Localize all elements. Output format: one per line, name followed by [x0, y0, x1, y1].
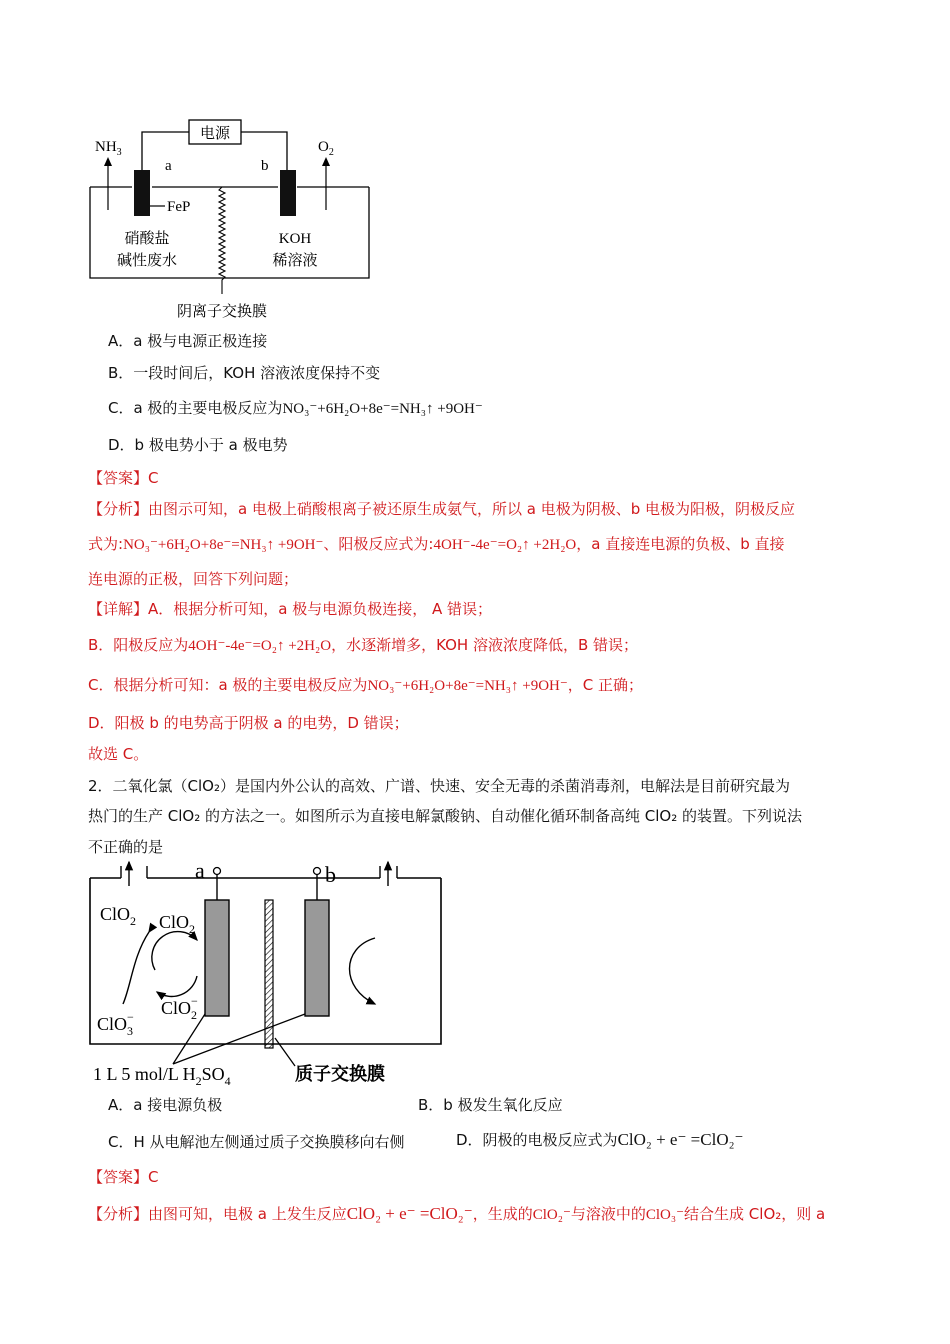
q2-stem-line-1: 2．二氧化氯（ClO₂）是国内外公认的高效、广谱、快速、安全无毒的杀菌消毒剂，电解法是目前研究最为 [88, 777, 791, 795]
q2-option-a: A．a 接电源负极 [108, 1096, 223, 1114]
clo3-minus: ClO$_3$− [97, 1010, 134, 1038]
q1-detail-c [88, 674, 643, 697]
q2-option-d-text: D．阴极的电极反应式为 [456, 1131, 618, 1149]
q2-option-d-eq: ClO₂ + e⁻ =ClO₂⁻ [617, 1130, 744, 1149]
clo2-outer: ClO$_2$ [100, 904, 137, 928]
o2-arrow-head [322, 157, 330, 166]
o2-label: $O_2$ [318, 139, 334, 158]
cycle-arrow-top [152, 932, 197, 970]
left-solution-2: 碱性废水 [116, 251, 178, 269]
right-solution-1: KOH [278, 231, 312, 247]
h2so4-label: 1 L 5 mol/L $H_2SO_4$ [93, 1064, 231, 1088]
q1-analysis-line-1: 【分析】由图示可知，a 电极上硝酸根离子被还原生成氨气，所以 a 电极为阴极、b 电极为阳极，阴极反应 [88, 500, 795, 518]
proton-membrane-label: 质子交换膜 [295, 1064, 385, 1085]
q1-option-b: B．一段时间后，KOH 溶液浓度保持不变 [108, 364, 381, 382]
q1-analysis-2c: ，a 直接连电源的负极、b 直接 [576, 535, 785, 553]
q1-detail-a: 【详解】A．根据分析可知，a 极与电源负极连接， A 错误； [88, 600, 493, 618]
nh3-arrow-head [104, 157, 112, 166]
q2-option-d [456, 1129, 744, 1151]
figure-electrolysis-nh3 [85, 112, 385, 326]
q2-analysis-eq: ClO₂ + e⁻ =ClO₂⁻ [346, 1204, 473, 1223]
q1-option-c-equation: NO₃⁻+6H₂O+8e⁻=NH₃↑ +9OH⁻ [282, 401, 483, 417]
q1-answer: 【答案】C [88, 469, 159, 487]
q2-analysis-ion2: ClO₃⁻ [645, 1207, 685, 1223]
q2-stem-line-2: 热门的生产 ClO₂ 的方法之一。如图所示为直接电解氯酸钠、自动催化循环制备高纯 ClO₂ 的装置。下列说法 [88, 807, 802, 825]
q1-analysis-2b: 、阳极反应式为: [323, 535, 434, 553]
q1-conclusion: 故选 C。 [88, 745, 149, 763]
q1-option-d: D．b 极电势小于 a 极电势 [108, 436, 288, 454]
electrode-b-label: b [261, 158, 269, 174]
left-curve-arrow [123, 932, 149, 1004]
q2-analysis-mid2: 与溶液中的 [570, 1205, 646, 1223]
q1-option-a: A．a 极与电源正极连接 [108, 332, 268, 350]
pointer-left-1 [173, 1014, 205, 1064]
proton-membrane [265, 900, 273, 1048]
q1-analysis-eq2: 4OH⁻-4e⁻=O₂↑ +2H₂O [433, 537, 577, 553]
q1-detail-b-eq: 4OH⁻-4e⁻=O₂↑ +2H₂O [188, 638, 332, 654]
electrode-a-2 [205, 900, 229, 1016]
q1-detail-c-eq: NO₃⁻+6H₂O+8e⁻=NH₃↑ +9OH⁻ [367, 678, 568, 694]
q1-analysis-line-3: 连电源的正极，回答下列问题； [88, 570, 299, 588]
electrode-b-2 [305, 900, 329, 1016]
q2-analysis-mid1: ，生成的 [472, 1205, 533, 1223]
q1-option-c [108, 397, 483, 420]
q1-detail-b [88, 634, 638, 657]
power-source-label: 电源 [199, 124, 231, 142]
right-solution-2: 稀溶液 [272, 251, 318, 269]
electrode-a-label: a [165, 158, 172, 174]
q2-analysis [88, 1203, 825, 1226]
q1-detail-c-prefix: C．根据分析可知：a 极的主要电极反应为 [88, 676, 368, 694]
q1-detail-b-prefix: B．阳极反应为 [88, 636, 189, 654]
membrane-label: 阴离子交换膜 [176, 302, 268, 320]
q2-analysis-suffix: 结合生成 ClO₂，则 a [684, 1205, 826, 1223]
q2-analysis-ion1: ClO₂⁻ [532, 1207, 571, 1223]
clo2-inner: ClO$_2$ [159, 912, 196, 936]
q1-detail-d: D．阳极 b 的电势高于阴极 a 的电势，D 错误； [88, 714, 409, 732]
electrode-b [280, 170, 296, 216]
electrode-a [134, 170, 150, 216]
q1-detail-c-suffix: ，C 正确； [567, 676, 644, 694]
q1-detail-b-suffix: ，水逐渐增多，KOH 溶液浓度降低，B 错误； [331, 636, 639, 654]
clo2-minus: ClO$_2$− [161, 994, 198, 1022]
q2-option-b: B．b 极发生氧化反应 [418, 1096, 563, 1114]
q1-option-c-text: C．a 极的主要电极反应为 [108, 399, 283, 417]
left-solution-1: 硝酸盐 [124, 229, 170, 247]
pointer-membrane [275, 1038, 295, 1066]
figure-electrolysis-clo2 [85, 858, 450, 1090]
right-curve-arrow [350, 938, 376, 1004]
fep-label: FeP [167, 199, 191, 215]
q2-analysis-prefix: 【分析】由图可知，电极 a 上发生反应 [88, 1205, 347, 1223]
label-a: a [195, 858, 205, 883]
q2-stem-line-3: 不正确的是 [88, 838, 164, 856]
q1-analysis-eq1: NO₃⁻+6H₂O+8e⁻=NH₃↑ +9OH⁻ [123, 537, 324, 553]
terminal-b-knob [314, 868, 321, 875]
q2-answer: 【答案】C [88, 1168, 159, 1186]
q1-analysis-line-2 [88, 533, 785, 556]
terminal-a-knob [214, 868, 221, 875]
q1-analysis-2a: 式为: [88, 535, 124, 553]
label-b: b [325, 862, 336, 887]
q2-option-c: C．H 从电解池左侧通过质子交换膜移向右侧 [108, 1133, 405, 1151]
nh3-label: $NH_3$ [95, 139, 122, 158]
